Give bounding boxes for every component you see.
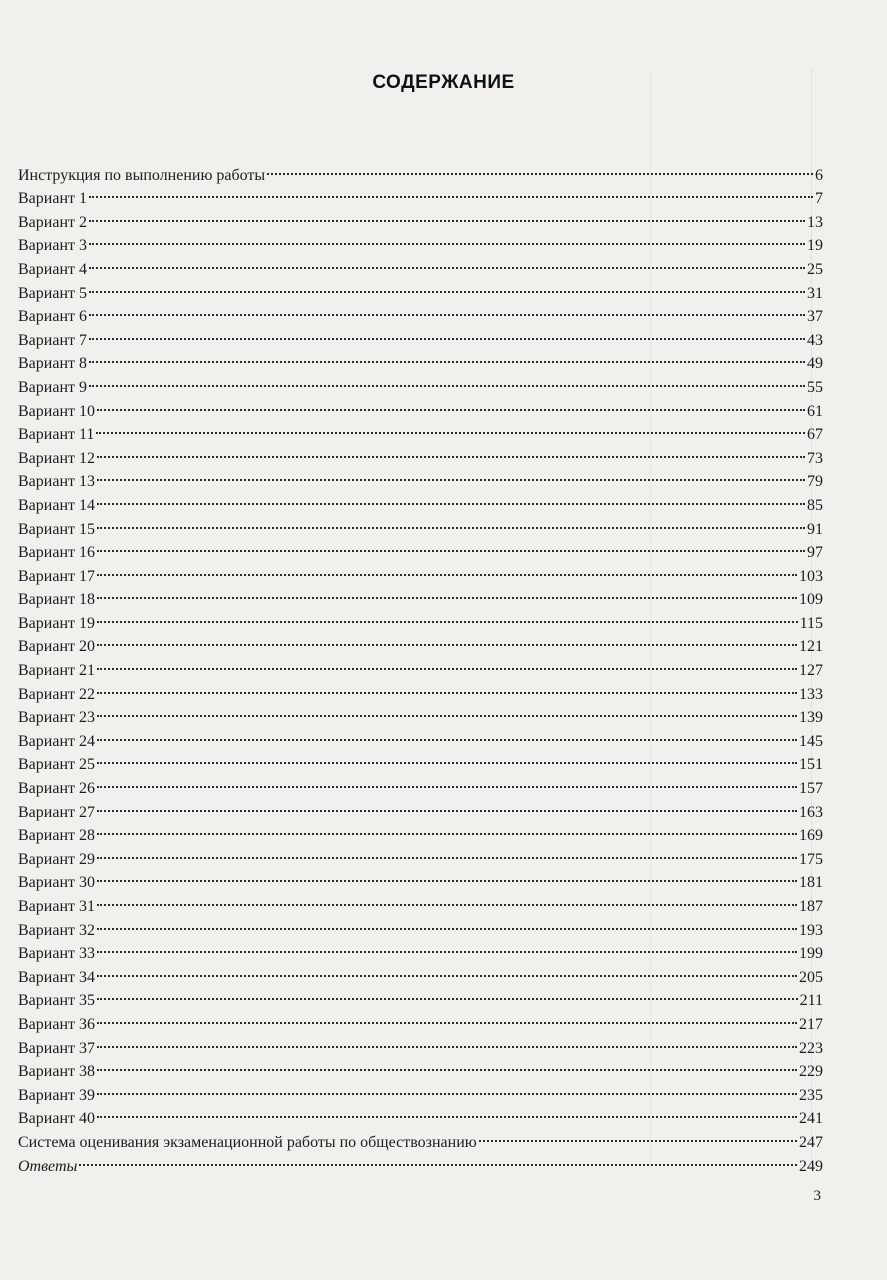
dot-leader <box>89 368 805 392</box>
toc-entry <box>18 274 823 302</box>
dot-leader <box>97 510 805 534</box>
toc-entry <box>18 628 823 656</box>
toc-entry-label: Вариант 22 <box>18 685 95 703</box>
toc-entry-label: Вариант 38 <box>18 1063 95 1081</box>
toc-entry-label: Вариант 5 <box>18 284 87 302</box>
dot-leader <box>97 840 797 864</box>
toc-entry-page: 49 <box>807 355 823 373</box>
toc-entry <box>18 180 823 208</box>
dot-leader <box>89 321 805 345</box>
toc-entry <box>18 321 823 349</box>
toc-entry-page: 121 <box>799 638 823 656</box>
toc-entry-page: 25 <box>807 260 823 278</box>
dot-leader <box>97 769 797 793</box>
dot-leader <box>97 651 797 675</box>
toc-entry-label: Вариант 15 <box>18 520 95 538</box>
dot-leader <box>97 699 797 723</box>
toc-entry-page: 205 <box>799 968 823 986</box>
toc-entry-label: Ответы <box>18 1157 78 1175</box>
toc-entry-label: Система оценивания экзаменационной работы по обществознанию <box>18 1133 477 1151</box>
toc-entry <box>18 1053 823 1081</box>
dot-leader <box>97 557 797 581</box>
toc-entry-label: Вариант 10 <box>18 402 95 420</box>
toc-entry <box>18 604 823 632</box>
dot-leader <box>89 298 805 322</box>
toc-entry <box>18 486 823 514</box>
toc-entry <box>18 651 823 680</box>
toc-entry-label: Вариант 8 <box>18 355 87 373</box>
toc-entry-label: Вариант 1 <box>18 190 87 208</box>
toc-entry <box>18 227 823 255</box>
toc-entry <box>18 1147 823 1175</box>
toc-entry-label: Вариант 6 <box>18 308 87 326</box>
toc-entry-label: Вариант 23 <box>18 709 95 727</box>
toc-entry <box>18 911 823 939</box>
toc-entry <box>18 392 823 420</box>
toc-entry-page: 6 <box>815 166 823 184</box>
toc-entry-label: Вариант 31 <box>18 898 95 915</box>
toc-entry-label: Вариант 4 <box>18 260 87 278</box>
toc-entry-page: 55 <box>807 378 823 396</box>
toc-entry <box>18 887 823 915</box>
toc-entry-page: 169 <box>799 827 823 845</box>
dot-leader <box>97 1029 797 1053</box>
toc-entry-page: 7 <box>815 190 823 208</box>
toc-entry-label: Вариант 13 <box>18 473 95 491</box>
toc-entry <box>18 439 823 467</box>
toc-entry <box>18 557 823 585</box>
toc-entry-label: Вариант 14 <box>18 496 95 514</box>
toc-entry <box>18 463 823 491</box>
toc-entry <box>18 298 823 326</box>
toc-entry-page: 223 <box>799 1039 823 1057</box>
dot-leader <box>97 604 798 628</box>
dot-leader <box>479 1123 797 1147</box>
toc-entry <box>18 1123 823 1151</box>
toc-entry-page: 103 <box>799 567 823 585</box>
toc-entry-label: Вариант 37 <box>18 1039 95 1057</box>
toc-entry <box>18 1005 823 1033</box>
toc-entry-page: 247 <box>799 1133 823 1151</box>
toc-entry-page: 91 <box>807 520 823 538</box>
toc-entry-page: 181 <box>799 874 823 892</box>
toc-entry-page: 157 <box>799 780 823 798</box>
dot-leader <box>97 439 805 463</box>
toc-entry-label: Вариант 33 <box>18 945 95 963</box>
toc-entry-page: 211 <box>799 992 823 1010</box>
dot-leader <box>97 982 798 1006</box>
dot-leader <box>89 274 805 298</box>
dot-leader <box>89 203 805 227</box>
toc-entry-label: Вариант 16 <box>18 544 95 562</box>
toc-entry-page: 241 <box>799 1110 823 1128</box>
dot-leader <box>96 416 805 440</box>
dot-leader <box>89 345 805 369</box>
dot-leader <box>97 722 797 746</box>
toc-entry-page: 13 <box>807 213 823 231</box>
dot-leader <box>97 486 805 510</box>
dot-leader <box>89 250 805 274</box>
toc-entry <box>18 345 823 373</box>
toc-entry-label: Вариант 21 <box>18 662 95 680</box>
toc-entry-page: 217 <box>799 1015 823 1033</box>
dot-leader <box>97 1076 797 1100</box>
toc-entry-page: 235 <box>799 1086 823 1104</box>
toc-entry <box>18 250 823 278</box>
toc-entry-page: 67 <box>807 426 823 444</box>
toc-entry <box>18 1100 823 1128</box>
toc-entry-page: 31 <box>807 284 823 302</box>
dot-leader <box>97 746 797 770</box>
dot-leader <box>97 911 797 935</box>
toc-entry-page: 139 <box>799 709 823 727</box>
toc-entry <box>18 1076 823 1104</box>
toc-entry-label: Вариант 32 <box>18 921 95 939</box>
toc-entry <box>18 1029 823 1057</box>
toc-entry-page: 175 <box>799 850 823 868</box>
dot-leader <box>97 1100 797 1124</box>
toc-entry-page: 85 <box>807 496 823 514</box>
dot-leader <box>97 864 797 888</box>
toc-entry <box>18 699 823 727</box>
toc-entry <box>18 958 823 986</box>
toc-entry-label: Вариант 29 <box>18 850 95 868</box>
toc-entry-page: 43 <box>807 331 823 349</box>
dot-leader <box>89 227 805 251</box>
toc-entry <box>18 581 823 609</box>
toc-entry <box>18 769 823 798</box>
toc-entry-label: Вариант 3 <box>18 237 87 255</box>
toc-entry-label: Вариант 17 <box>18 567 95 585</box>
table-of-contents <box>18 156 823 1175</box>
toc-entry-page: 151 <box>799 756 823 774</box>
toc-entry <box>18 864 823 892</box>
toc-entry-page: 127 <box>799 662 823 680</box>
toc-entry-label: Вариант 35 <box>18 992 95 1010</box>
dot-leader <box>97 534 805 558</box>
toc-entry-page: 73 <box>807 449 823 467</box>
toc-entry <box>18 935 823 963</box>
toc-entry <box>18 817 823 845</box>
toc-entry-page: 37 <box>807 308 823 326</box>
toc-entry <box>18 722 823 750</box>
dot-leader <box>97 793 797 817</box>
toc-entry-label: Вариант 7 <box>18 331 87 349</box>
toc-entry <box>18 746 823 774</box>
toc-entry-page: 79 <box>807 473 823 491</box>
dot-leader <box>97 392 805 416</box>
dot-leader <box>97 675 797 699</box>
toc-entry-label: Вариант 9 <box>18 378 87 396</box>
dot-leader <box>267 156 813 180</box>
toc-entry-page: 163 <box>799 803 823 821</box>
toc-entry-page: 229 <box>799 1063 823 1081</box>
toc-entry-label: Вариант 19 <box>18 614 95 632</box>
toc-entry-page: 109 <box>799 591 823 609</box>
toc-entry-label: Вариант 34 <box>18 968 95 986</box>
toc-entry-page: 193 <box>799 921 823 939</box>
dot-leader <box>97 1005 797 1029</box>
toc-entry <box>18 793 823 821</box>
dot-leader <box>89 180 813 204</box>
toc-entry-page: 97 <box>807 544 823 562</box>
toc-entry-label: Вариант 20 <box>18 638 95 656</box>
toc-entry-label: Вариант 25 <box>18 756 95 774</box>
toc-entry-page: 249 <box>799 1157 823 1175</box>
toc-entry-label: Вариант 2 <box>18 213 87 231</box>
toc-entry-page: 199 <box>799 945 823 963</box>
dot-leader <box>97 463 805 487</box>
toc-entry <box>18 203 823 231</box>
toc-entry-label: Вариант 24 <box>18 732 95 750</box>
toc-entry-page: 115 <box>799 614 823 632</box>
toc-entry-label: Инструкция по выполнению работы <box>18 166 266 184</box>
toc-entry-label: Вариант 18 <box>18 591 95 609</box>
toc-entry-page: 19 <box>807 237 823 255</box>
dot-leader <box>97 628 797 652</box>
toc-entry-page: 61 <box>807 402 823 420</box>
toc-entry-page: 145 <box>799 732 823 750</box>
toc-entry <box>18 416 823 444</box>
toc-entry-label: Вариант 39 <box>18 1086 95 1104</box>
toc-entry-label: Вариант 12 <box>18 449 95 467</box>
page-title: СОДЕРЖАНИЕ <box>372 72 515 93</box>
toc-entry <box>18 840 823 868</box>
dot-leader <box>97 581 797 605</box>
dot-leader <box>79 1147 797 1171</box>
toc-entry <box>18 510 823 538</box>
dot-leader <box>97 817 797 841</box>
toc-entry-label: Вариант 11 <box>18 426 95 444</box>
toc-entry <box>18 675 823 703</box>
dot-leader <box>97 887 797 911</box>
page-number: 3 <box>813 1188 821 1204</box>
dot-leader <box>97 958 797 982</box>
toc-entry-label: Вариант 26 <box>18 780 95 798</box>
toc-entry-label: Вариант 27 <box>18 803 95 821</box>
toc-entry <box>18 368 823 396</box>
toc-entry-label: Вариант 30 <box>18 874 95 892</box>
toc-entry-page: 187 <box>799 898 823 915</box>
toc-entry-label: Вариант 28 <box>18 827 95 845</box>
dot-leader <box>97 1053 797 1077</box>
toc-entry <box>18 982 823 1010</box>
dot-leader <box>97 935 797 959</box>
toc-entry-label: Вариант 36 <box>18 1015 95 1033</box>
toc-entry <box>18 156 823 184</box>
toc-entry <box>18 534 823 562</box>
toc-entry-page: 133 <box>799 685 823 703</box>
toc-entry-label: Вариант 40 <box>18 1110 95 1128</box>
